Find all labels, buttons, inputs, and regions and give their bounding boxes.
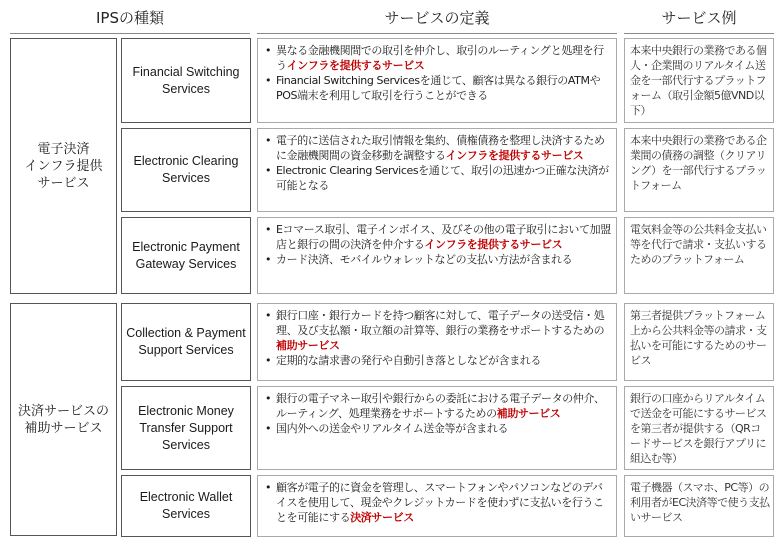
definition-text: 銀行の電子マネー取引や銀行からの委託における電子データの仲介、ルーティング、処理業務をサポートするための — [276, 392, 605, 420]
example-electronic-clearing: 本来中央銀行の業務である企業間の債務の調整（クリアリング）を一部代行するプラットフォーム — [624, 128, 774, 212]
type-money-transfer-support: Electronic Money Transfer Support Services — [121, 386, 251, 470]
definition-bullet-list — [264, 308, 612, 368]
type-payment-gateway: Electronic Payment Gateway Services — [121, 217, 251, 294]
definition-text: 顧客が電子的に資金を管理し、スマートフォンやパソコンなどのデバイスを使用して、現金やクレジットカードを使わずに支払いを行うことを可能にする — [276, 481, 604, 524]
header-ips-type: IPSの種類 — [96, 8, 164, 27]
type-financial-switching: Financial Switching Services — [121, 38, 251, 123]
category-auxiliary: 決済サービスの 補助サービス — [10, 303, 117, 536]
definition-bullet — [264, 252, 612, 267]
definition-bullet — [264, 73, 612, 103]
definition-electronic-clearing — [257, 128, 617, 212]
highlighted-phrase: インフラを提供するサービス — [445, 149, 584, 162]
definition-money-transfer-support — [257, 386, 617, 470]
definition-bullet-list — [264, 222, 612, 267]
header-divider — [624, 33, 774, 34]
definition-bullet-list — [264, 391, 612, 436]
header-divider — [10, 33, 250, 34]
definition-bullet — [264, 480, 612, 525]
definition-text: 銀行口座・銀行カードを持つ顧客に対して、電子データの送受信・処理、及び支払額・取立額の計算等、銀行の業務をサポートするための — [276, 309, 605, 337]
type-electronic-clearing: Electronic Clearing Services — [121, 128, 251, 212]
definition-text: カード決済、モバイルウォレットなどの支払い方法が含まれる — [276, 253, 573, 266]
definition-bullet — [264, 163, 612, 193]
highlighted-phrase: インフラを提供するサービス — [424, 238, 563, 251]
header-divider — [257, 33, 617, 34]
definition-bullet-list — [264, 133, 612, 193]
definition-text: 定期的な請求書の発行や自動引き落としなどが含まれる — [276, 354, 541, 367]
definition-payment-gateway — [257, 217, 617, 294]
example-financial-switching: 本来中央銀行の業務である個人・企業間のリアルタイム送金を一部代行するプラットフォーム（取引金額5億VND以下） — [624, 38, 774, 123]
definition-bullet-list — [264, 43, 612, 103]
definition-bullet — [264, 222, 612, 252]
definition-text: 電子的に送信された取引情報を集約、債権債務を整理し決済するために金融機関間の資金移動を調整する — [276, 134, 605, 162]
highlighted-phrase: 補助サービス — [276, 339, 340, 352]
highlighted-phrase: 補助サービス — [496, 407, 561, 420]
highlighted-phrase: インフラを提供するサービス — [286, 59, 425, 72]
definition-bullet — [264, 133, 612, 163]
definition-financial-switching — [257, 38, 617, 123]
definition-bullet — [264, 391, 612, 421]
definition-collection-payment-support — [257, 303, 617, 381]
definition-text: 国内外への送金やリアルタイム送金等が含まれる — [276, 422, 509, 435]
definition-text: Financial Switching Servicesを通じて、顧客は異なる銀行のATMやPOS端末を利用して取引を行うことができる — [276, 74, 601, 102]
definition-bullet — [264, 308, 612, 353]
definition-bullet — [264, 43, 612, 73]
definition-text: 異なる金融機関間での取引を仲介し、取引のルーティングと処理を行う — [276, 44, 604, 72]
type-collection-payment-support: Collection & Payment Support Services — [121, 303, 251, 381]
type-electronic-wallet: Electronic Wallet Services — [121, 475, 251, 537]
header-service-example: サービス例 — [661, 8, 737, 27]
definition-bullet — [264, 421, 612, 436]
definition-electronic-wallet — [257, 475, 617, 537]
example-payment-gateway: 電気料金等の公共料金支払い等を代行で請求・支払いするためのプラットフォーム — [624, 217, 774, 294]
header-service-definition: サービスの定義 — [384, 8, 490, 27]
example-electronic-wallet: 電子機器（スマホ、PC等）の利用者がEC決済等で使う支払いサービス — [624, 475, 774, 537]
example-collection-payment-support: 第三者提供プラットフォーム上から公共料金等の請求・支払いを可能にするためのサービス — [624, 303, 774, 381]
example-money-transfer-support: 銀行の口座からリアルタイムで送金を可能にするサービスを第三者が提供する（QRコードサービスを銀行アプリに組込む等） — [624, 386, 774, 470]
highlighted-phrase: 決済サービス — [350, 511, 414, 524]
definition-bullet — [264, 353, 612, 368]
definition-bullet-list — [264, 480, 612, 525]
category-infrastructure: 電子決済 インフラ提供 サービス — [10, 38, 117, 294]
definition-text: Eコマース取引、電子インボイス、及びその他の電子取引において加盟店と銀行の間の決済を仲介する — [276, 223, 611, 251]
definition-text: Electronic Clearing Servicesを通じて、取引の迅速かつ正確な決済が可能となる — [276, 164, 609, 192]
